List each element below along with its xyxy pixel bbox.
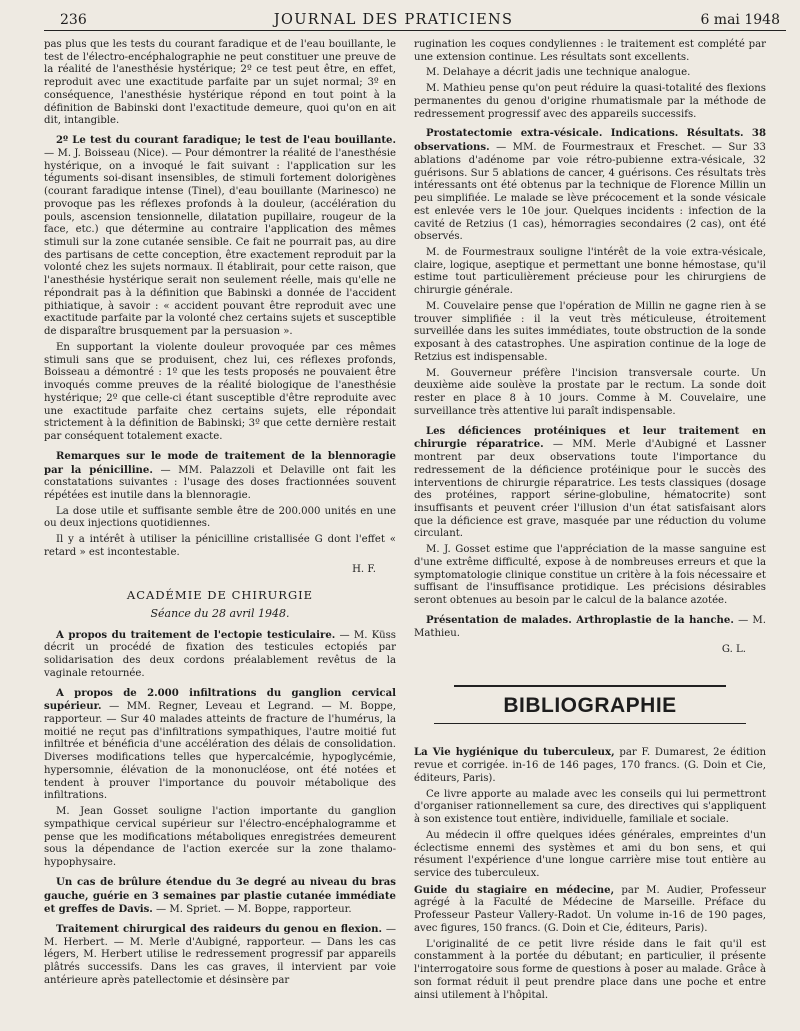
bibliography-heading: BIBLIOGRAPHIE xyxy=(503,694,677,718)
paragraph: M. Couvelaire pense que l'opération de Millin ne gagne rien à se trouver simplifiée : il la veut très méticuleuse, étroitement surveillée dans les suites immédiates, toute obstruction de la sonde exposant à des catastrophes. Une aspiration continue de la loge de Retzius est indispensable. xyxy=(414,300,766,363)
journal-title: JOURNAL DES PRATICIENS xyxy=(273,12,514,28)
paragraph: En supportant la violente douleur provoquée par ces mêmes stimuli sans que se produisent, chez lui, ces réflexes profonds, Boisseau a démontré : 1º que les tests proposés ne pouvaient être invoqués comme preuves de la réalité biologique de l'anesthésie hystérique; 2º que celle-ci étant susceptible d'être reproduite avec une exactitude parfaite chez certains sujets, elle répondait strictement à la définition de Babinski; 3º que cette dernière restait par conséquent totalement exacte. xyxy=(44,341,396,443)
section-text: — MM. Regner, Leveau et Legrand. — M. Boppe, rapporteur. — Sur 40 malades atteints de fracture de l'humérus, la moitié ne reçut pas d'infiltrations sympathiques, l'autre moitié fut infiltrée et bénéficia d'une accélération des délais de consolidation. Diverses modifications telles que hypercalcémie, hypoglycémie, hypersomnie, élévation de la mononucléose, ont été notées et tendent à prouver l'importance du pouvoir métabolique des infiltrations. xyxy=(44,701,396,802)
section-text: Pour démontrer la réalité de l'anesthésie hystérique, on a invoqué le fait suivant : l'application sur les téguments soi-disant insensibles, de stimuli fortement dolorigènes (courant faradique intense (Tinel), d'eau bouillante (Marinesco) ne provoque pas les réflexes profonds à la douleur, (accélération du pouls, ascension tensionnelle, dilatation pupillaire, rougeur de la face, etc.) que détermine au contraire l'application des mêmes stimuli sur la zone cutanée sensible. Ce fait ne pourrait pas, au dire des partisans de cette conception, être exactement reproduit par la volonté chez les sujets normaux. Il établirait, pour cette raison, que l'anesthésie hystérique serait non seulement réelle, mais qu'elle ne répondrait pas à la définition que Babinski a donnée de l'accident pithiatique, à savoir : « accident pouvant être reproduit avec une exactitude parfaite par la volonté chez certains sujets et susceptible de disparaître brusquement par la persuasion ». xyxy=(44,147,397,338)
paragraph: La dose utile et suffisante semble être de 200.000 unités en une ou deux injections quotidiennes. xyxy=(44,505,396,530)
section-faradique xyxy=(44,134,396,339)
section-genou xyxy=(44,923,396,988)
page-header xyxy=(44,12,786,31)
paragraph: M. Delahaye a décrit jadis une technique analogue. xyxy=(426,67,691,79)
signature: G. L. xyxy=(721,644,746,656)
paragraph: rugination les coques condyliennes : le traitement est complété par une extension continue. Les résultats sont excellents. xyxy=(414,39,766,63)
section-title: Les déficiences protéiniques et leur traitement en chirurgie réparatrice. xyxy=(414,424,766,451)
left-column xyxy=(44,39,396,1005)
section-title: Un cas de brûlure étendue du 3e degré au niveau du bras gauche, guérie en 3 semaines par plastie cutanée immédiate et greffes de Davis. xyxy=(44,875,396,916)
section-blennoragie xyxy=(44,450,396,503)
divider xyxy=(454,685,726,687)
section-text: — M. Mathieu. xyxy=(414,614,766,639)
section-text: — M. Herbert. — M. Merle d'Aubigné, rapporteur. — Dans les cas légers, M. Herbert utilise le redressement progressif par appareils plâtrés successifs. Dans les cas graves, il intervient par voie antérieure après patellectomie et désinsère par xyxy=(44,924,397,986)
section-title: A propos de 2.000 infiltrations du ganglion cervical supérieur. xyxy=(44,686,396,713)
paragraph: Il y a intérêt à utiliser la pénicilline cristallisée G dont l'effet « retard » est incontestable. xyxy=(44,534,396,558)
book-reference: par M. Audier, Professeur agrégé à la Faculté de Médecine de Marseille. Préface du Professeur Pasteur Vallery-Radot. Un volume in-16 de 190 pages, avec figures, 150 francs. (G. Doin et Cie, éditeurs, Paris). xyxy=(414,884,766,934)
section-text: — MM. de Fourmestraux et Freschet. — Sur 33 ablations d'adénome par voie rétro-pubienne extra-vésicale, 32 guérisons. Sur 5 ablations de cancer, 4 guérisons. Ces résultats très intéressants ont été obtenus par la technique de Florence Millin un peu simplifiée. Le malade se lève précocement et la sonde vésicale est enlevée vers le 10e jour. Quelques incidents : infection de la cavité de Retzius (1 cas), hémorragies secondaires (2 cas), ont été observés. xyxy=(414,142,766,243)
paragraph: pas plus que les tests du courant faradique et de l'eau bouillante, le test de l'électro-encéphalographie ne peut constituer une preuve de la réalité de l'anesthésie hystérique; 2º ce test peut être, en effet, reproduit avec une exactitude parfaite par un sujet normal; 3º en conséquence, l'anesthésie hystérique répond en tout point à la définition de Babinski dont l'exactitude demeure, quoi qu'on en ait dit, intangible. xyxy=(44,39,396,127)
section-title: A propos du traitement de l'ectopie testiculaire. xyxy=(56,628,336,641)
section-title: Présentation de malades. Arthroplastie de la hanche. xyxy=(426,613,734,626)
paragraph: M. J. Gosset estime que l'appréciation de la masse sanguine est d'une extrême difficulté, expose à de nombreuses erreurs et que la symptomatologie clinique constitue un critère à la fois nécessaire et suffisant de l'insuffisance protidique. Les précisions désirables seront obtenues au besoin par le calcul de la balance azotée. xyxy=(414,544,766,607)
section-presentation xyxy=(414,614,766,640)
paragraph: L'originalité de ce petit livre réside dans le fait qu'il est constamment à la portée du débutant; en particulier, il présente l'interrogatoire sous forme de questions à poser au malade. Grâce à son format réduit il peut prendre place dans une poche et entre ainsi utilement à l'hôpital. xyxy=(414,938,766,1001)
divider xyxy=(434,723,746,724)
right-column xyxy=(414,39,766,1005)
section-text: — MM. Palazzoli et Delaville ont fait les constatations suivantes : l'usage des doses fractionnées souvent répétées est inutile dans la blennoragie. xyxy=(44,464,396,501)
section-ectopie xyxy=(44,629,396,681)
academy-session: Séance du 28 avril 1948. xyxy=(150,606,290,620)
section-text: — M. Küss décrit un procédé de fixation des testicules ectopiés par solidarisation des deux cordons préalablement revêtus de la vaginale retournée. xyxy=(44,629,396,679)
paragraph: Au médecin il offre quelques idées générales, empreintes d'un éclectisme ennemi des systèmes et ami du bon sens, et qui résument l'expérience d'une longue carrière mise tout entière au service des tuberculeux. xyxy=(414,829,766,879)
section-text: — MM. Merle d'Aubigné et Lassner montrent par deux observations toute l'importance du redressement de la déficience protéinique pour le succès des interventions de chirurgie réparatrice. Les tests classiques (dosage des protéines, rapport sérine-globuline, hématocrite) sont insuffisants et peuvent créer l'illusion d'un état satisfaisant alors que la déficience est grave, masquée par une réduction du volume circulant. xyxy=(414,439,766,540)
section-title: Prostatectomie extra-vésicale. Indications. Résultats. 38 observations. xyxy=(414,127,766,154)
signature: H. F. xyxy=(352,563,376,575)
paragraph: M. de Fourmestraux souligne l'intérêt de la voie extra-vésicale, claire, logique, aseptique et permettant une bonne hémostase, qu'il estime tout particulièrement précieuse pour les chirurgiens de chirurgie générale. xyxy=(414,247,766,297)
paragraph: M. Gouverneur préfère l'incision transversale courte. Un deuxième aide soulève la prostate par le rectum. La sonde doit rester en place 8 à 10 jours. Comme à M. Couvelaire, une surveillance très attentive lui paraît indispensable. xyxy=(414,367,766,417)
section-title: Remarques sur le mode de traitement de la blennoragie par la pénicilline. xyxy=(44,449,396,476)
section-infiltrations xyxy=(44,687,396,804)
article-columns xyxy=(44,39,786,1005)
section-deficiences xyxy=(414,425,766,542)
section-title: 2º Le test du courant faradique; le test de l'eau bouillante. xyxy=(56,134,396,147)
paragraph: Ce livre apporte au malade avec les conseils qui lui permettront d'organiser rationnellement sa cure, des directives qui s'appliquent à son existence tout entière, individuelle, familiale et sociale. xyxy=(414,788,766,826)
section-text: — M. Spriet. — M. Boppe, rapporteur. xyxy=(152,904,352,916)
section-brulure xyxy=(44,876,396,917)
bibliography-entry xyxy=(414,884,766,936)
section-author: — M. J. Boisseau (Nice). — xyxy=(44,147,186,159)
paragraph: M. Mathieu pense qu'on peut réduire la quasi-totalité des flexions permanentes du genou d'origine rhumatismale par la méthode de redressement progressif avec des appareils successifs. xyxy=(414,83,766,120)
section-title: Traitement chirurgical des raideurs du genou en flexion. xyxy=(56,923,383,936)
section-prostatectomie xyxy=(414,127,766,244)
academy-title: ACADÉMIE DE CHIRURGIE xyxy=(126,588,314,603)
book-title: La Vie hygiénique du tuberculeux, xyxy=(414,746,615,759)
page-number: 236 xyxy=(60,12,87,28)
issue-date: 6 mai 1948 xyxy=(700,12,780,28)
paragraph: M. Jean Gosset souligne l'action importante du ganglion sympathique cervical supérieur sur l'électro-encéphalogramme et pense que les modifications métaboliques enregistrées demeurent sous la dépendance de l'action exercée sur la zone thalamo-hypophysaire. xyxy=(44,806,396,869)
book-reference: par F. Dumarest, 2e édition revue et corrigée. in-16 de 146 pages, 170 francs. (G. Doin et Cie, éditeurs, Paris). xyxy=(414,747,766,784)
book-title: Guide du stagiaire en médecine, xyxy=(414,883,615,896)
bibliography-entry xyxy=(414,746,766,785)
